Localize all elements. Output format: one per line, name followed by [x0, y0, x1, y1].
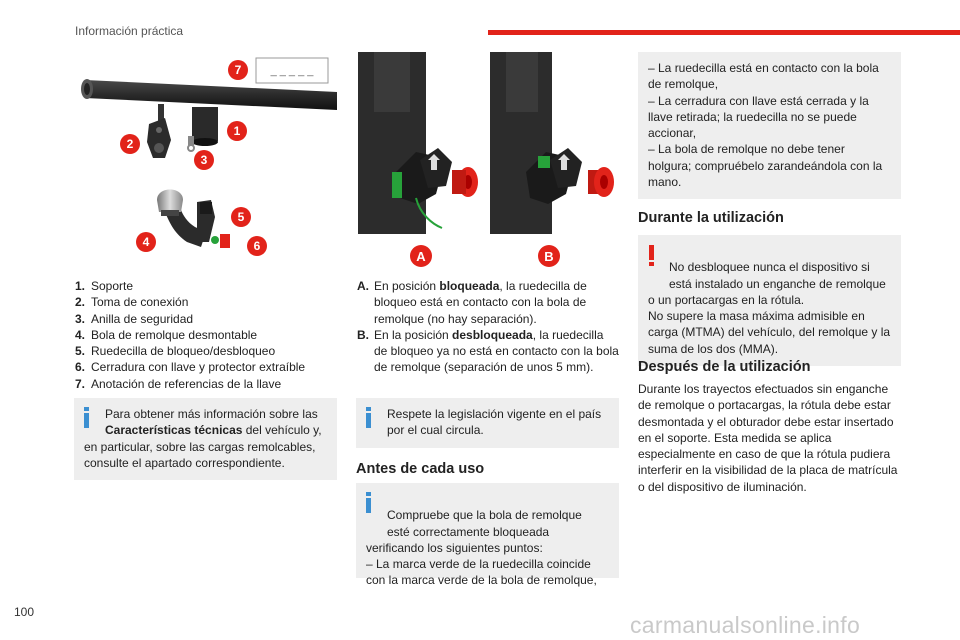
heading-during-use: Durante la utilización [638, 210, 784, 226]
callout-1: 1 [233, 124, 241, 138]
towbar-parts-illustration [75, 52, 337, 266]
list-item: 7. Anotación de referencias de la llave [75, 376, 282, 391]
info-icon [84, 407, 89, 428]
header-accent-bar [488, 30, 960, 35]
label-b: B [544, 249, 554, 264]
callout-7: 7 [234, 63, 242, 77]
lock-wheel-illustration [356, 52, 620, 267]
page-number: 100 [14, 605, 35, 619]
checklist-continuation-box: – La ruedecilla está en contacto con la bola de remolque, – La cerradura con llave está cerrada y la llave retirada; la ruedecilla no se puede accionar, – La bola de remolque no debe tener holgura; compruébelo zarandeándola con la mano. [638, 52, 901, 199]
info-icon [366, 407, 371, 428]
callout-4: 4 [142, 235, 150, 249]
callout-3: 3 [200, 153, 208, 167]
list-item: A. En posición bloqueada, la ruedecilla de bloqueo está en contacto con la bola de remolque (no hay separación). [357, 279, 587, 326]
info-box-technical: Para obtener más información sobre las Características técnicas del vehículo y, en particular, sobre las cargas remolcables, consulte el apartado correspondiente. [74, 398, 337, 480]
callout-2: 2 [126, 137, 134, 151]
parts-list [75, 278, 345, 392]
list-item: 2. Toma de conexión [75, 295, 189, 310]
section-title: Información práctica [75, 24, 184, 38]
list-item: 5. Ruedecilla de bloqueo/desbloqueo [75, 344, 276, 359]
after-use-paragraph: Durante los trayectos efectuados sin enganche de remolque o portacargas, la rótula debe estar desmontada y el obturador debe estar insertado en el soporte. Esta medida se aplica especialmente en caso de que la rótula pudiera interferir en la visibilidad de la placa de matrícula o del dispositivo de iluminación. [638, 382, 898, 494]
list-item: 3. Anilla de seguridad [75, 311, 194, 326]
info-box-legislation: Respete la legislación vigente en el país por el cual circula. [356, 398, 619, 448]
position-list [357, 278, 619, 376]
list-item: 1. Soporte [75, 279, 134, 293]
warning-icon [649, 245, 654, 266]
list-item: B. En la posición desbloqueada, la ruedecilla de bloqueo ya no está en contacto con la bola de remolque (separación de unos 5 mm). [357, 327, 619, 375]
info-icon [366, 492, 371, 513]
heading-after-use: Después de la utilización [638, 359, 811, 375]
warning-box-during-use: No desbloquee nunca el dispositivo si está instalado un enganche de remolque o un portacargas en la rótula. No supere la masa máxima admisible en carga (MTMA) del vehículo, del remolque y la suma de los dos (MMA). [638, 235, 901, 366]
list-item: 4. Bola de remolque desmontable [75, 327, 258, 342]
key-reference-label: _ _ _ _ _ [270, 65, 314, 77]
heading-before-use: Antes de cada uso [356, 461, 485, 477]
callout-5: 5 [237, 210, 245, 224]
info-box-before-use: Compruebe que la bola de remolque esté correctamente bloqueada verificando los siguientes puntos: – La marca verde de la ruedecilla coincide con la marca verde de la bola de remolque, [356, 483, 619, 578]
list-item: 6. Cerradura con llave y protector extraíble [75, 360, 306, 375]
label-a: A [416, 249, 426, 264]
callout-6: 6 [253, 239, 261, 253]
watermark: carmanualsonline.info [630, 612, 861, 638]
